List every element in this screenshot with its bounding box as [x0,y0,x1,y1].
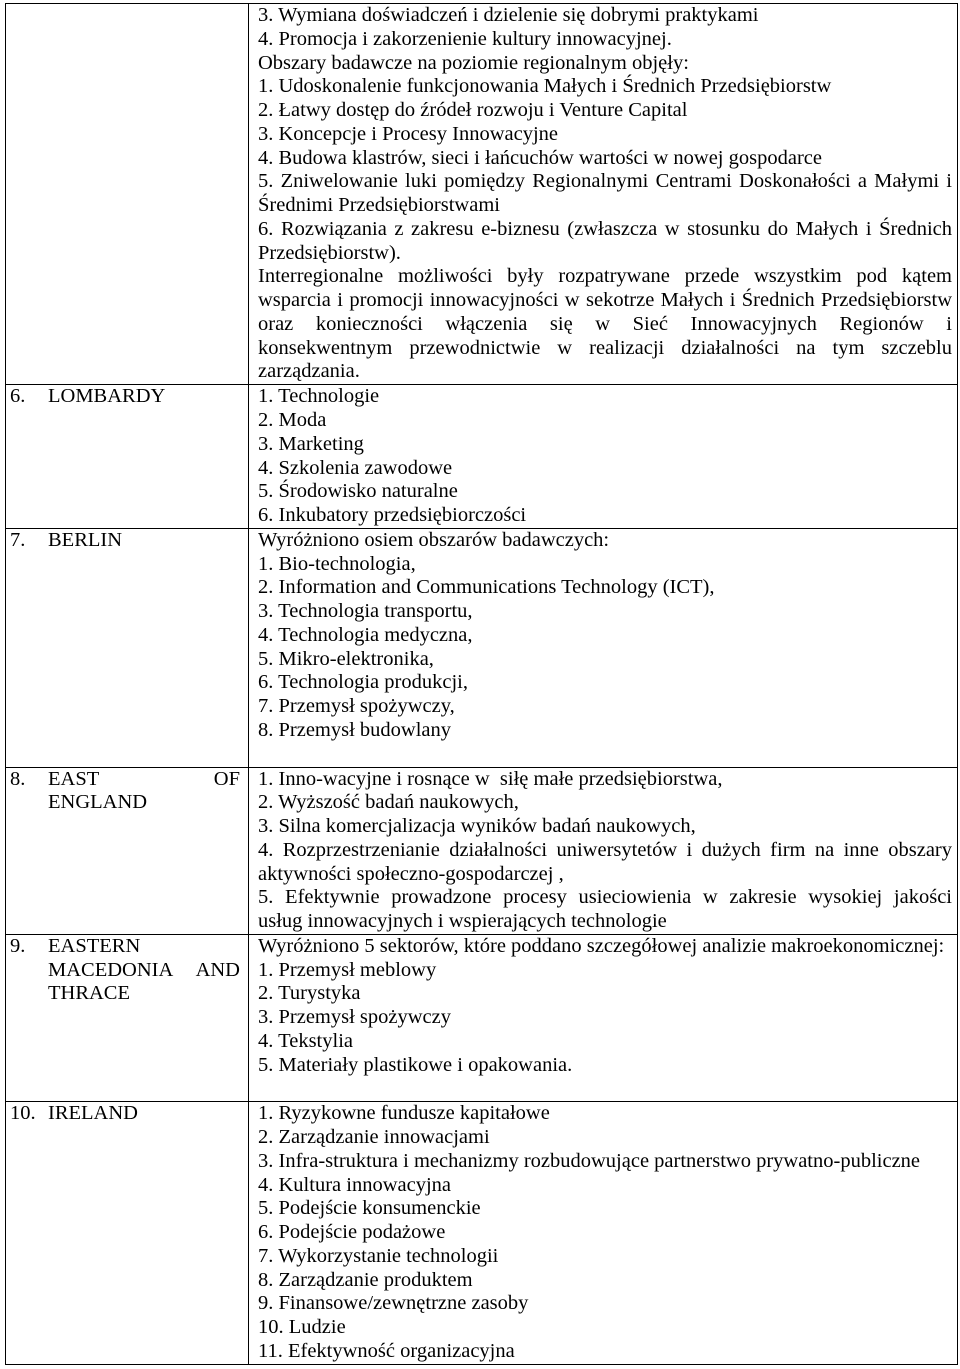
content-cell [248,1102,958,1363]
content-line: Przedsiębiorstw). [258,241,401,264]
content-line: 5. Środowisko naturalne [258,480,458,503]
content-line: oraz konieczności włączenia się w Sieć Innowacyjnych Regionów i [258,312,952,335]
content-line: Wyróżniono osiem obszarów badawczych: [258,528,610,551]
region-name [48,768,240,816]
content-line: 4. Tekstylia [258,1029,353,1052]
region-name [48,1102,240,1126]
row-number: 9. [10,934,26,957]
content-line: 5. Efektywnie prowadzone procesy usieciowienia w zakresie wysokiej jakości [258,886,952,909]
content-line: 4. Budowa klastrów, sieci i łańcuchów wartości w nowej gospodarce [258,146,822,169]
content-line: 9. Finansowe/zewnętrzne zasoby [258,1292,529,1315]
content-line: 3. Technologia transportu, [258,600,473,623]
content-line: 11. Efektywność organizacyjna [258,1339,515,1362]
content-line: 7. Wykorzystanie technologii [258,1244,499,1267]
region-cell [5,768,248,934]
content-line: zarządzania. [258,360,360,383]
region-name [48,529,240,553]
row-number: 10. [10,1102,36,1125]
region-name-line: BERLIN [48,528,123,551]
region-name-line: THRACE [48,982,130,1005]
content-line: 6. Podejście podażowe [258,1221,446,1244]
content-line: 2. Zarządzanie innowacjami [258,1125,490,1148]
content-line: Interregionalne możliwości były rozpatrywane przede wszystkim pod kątem [258,265,952,288]
region-name-line: ENGLAND [48,791,148,814]
table-row [5,934,958,1101]
content-line: 6. Rozwiązania z zakresu e-biznesu (zwłaszcza w stosunku do Małych i Średnich [258,217,952,240]
region-cell [5,935,248,1101]
content-line: 7. Przemysł spożywczy, [258,695,455,718]
content-line: 1. Udoskonalenie funkcjonowania Małych i Średnich Przedsiębiorstw [258,75,832,98]
content-line: 2. Information and Communications Technology (ICT), [258,576,715,599]
content-line: 4. Kultura innowacyjna [258,1173,451,1196]
content-line: 3. Silna komercjalizacja wyników badań naukowych, [258,815,696,838]
region-name [48,935,240,1006]
content-line: 3. Infra-struktura i mechanizmy rozbudowujące partnerstwo prywatno-publiczne [258,1149,921,1172]
table-row [5,4,958,384]
content-line: 10. Ludzie [258,1316,346,1339]
content-line: 1. Technologie [258,385,380,408]
blank-line [258,1077,952,1101]
table-row [5,384,958,528]
region-name [48,385,240,409]
row-number: 8. [10,767,26,790]
content-line: 2. Moda [258,409,327,432]
content-line: 4. Rozprzestrzenianie działalności uniwersytetów i dużych firm na inne obszary [258,838,952,861]
region-cell [5,4,248,384]
content-line: Średnimi Przedsiębiorstwami [258,194,500,217]
content-line: 6. Inkubatory przedsiębiorczości [258,504,527,527]
regions-table [5,3,958,1365]
content-line: 8. Przemysł budowlany [258,718,452,741]
content-line: 1. Bio-technologia, [258,552,416,575]
blank-line [258,743,952,767]
content-line: 4. Szkolenia zawodowe [258,456,453,479]
content-cell [248,768,958,934]
region-name-line: EAST OF [48,767,240,790]
content-line: 2. Turystyka [258,982,361,1005]
table-row [5,1101,958,1363]
content-cell [248,935,958,1101]
region-cell [5,529,248,767]
region-name-line: LOMBARDY [48,385,166,408]
region-name-line: IRELAND [48,1102,138,1125]
content-line: usług innowacyjnych i wspierających technologie [258,910,667,933]
content-line: 3. Wymiana doświadczeń i dzielenie się dobrymi praktykami [258,4,759,26]
region-cell [5,1102,248,1363]
region-name-line: MACEDONIA AND [48,958,240,981]
content-line: 6. Technologia produkcji, [258,671,468,694]
content-cell [248,385,958,528]
content-line: 4. Promocja i zakorzenienie kultury innowacyjnej. [258,27,672,50]
content-line: 2. Wyższość badań naukowych, [258,791,519,814]
region-cell [5,385,248,528]
content-line: 2. Łatwy dostęp do źródeł rozwoju i Venture Capital [258,99,688,122]
table-row [5,767,958,934]
table-row [5,528,958,767]
row-number: 7. [10,528,26,551]
row-number: 6. [10,385,26,408]
content-cell [248,529,958,767]
content-line: 4. Technologia medyczna, [258,623,473,646]
content-line: 8. Zarządzanie produktem [258,1268,473,1291]
content-line: 5. Zniwelowanie luki pomiędzy Regionalnymi Centrami Doskonałości a Małymi i [258,170,952,193]
content-line: 3. Przemysł spożywczy [258,1006,451,1029]
content-line: aktywności społeczno-gospodarczej , [258,862,564,885]
content-line: konsekwentnym przewodnictwie w realizacji działalności na tym szczeblu [258,336,952,359]
content-line: 3. Marketing [258,432,364,455]
content-line: 1. Ryzykowne fundusze kapitałowe [258,1102,550,1125]
content-line: Wyróżniono 5 sektorów, które poddano szczegółowej analizie makroekonomicznej: [258,934,945,957]
content-line: wsparcia i promocji innowacyjności w sekotrze Małych i Średnich Przedsiębiorstw [258,289,952,312]
content-line: 3. Koncepcje i Procesy Innowacyjne [258,122,558,145]
content-line: 5. Podejście konsumenckie [258,1197,481,1220]
content-line: 1. Inno-wacyjne i rosnące w siłę małe przedsiębiorstwa, [258,767,723,790]
content-line: 5. Materiały plastikowe i opakowania. [258,1053,573,1076]
content-cell [248,4,958,384]
content-line: Obszary badawcze na poziomie regionalnym objęły: [258,51,689,74]
content-line: 5. Mikro-elektronika, [258,647,434,670]
content-line: 1. Przemysł meblowy [258,958,437,981]
region-name-line: EASTERN [48,934,141,957]
